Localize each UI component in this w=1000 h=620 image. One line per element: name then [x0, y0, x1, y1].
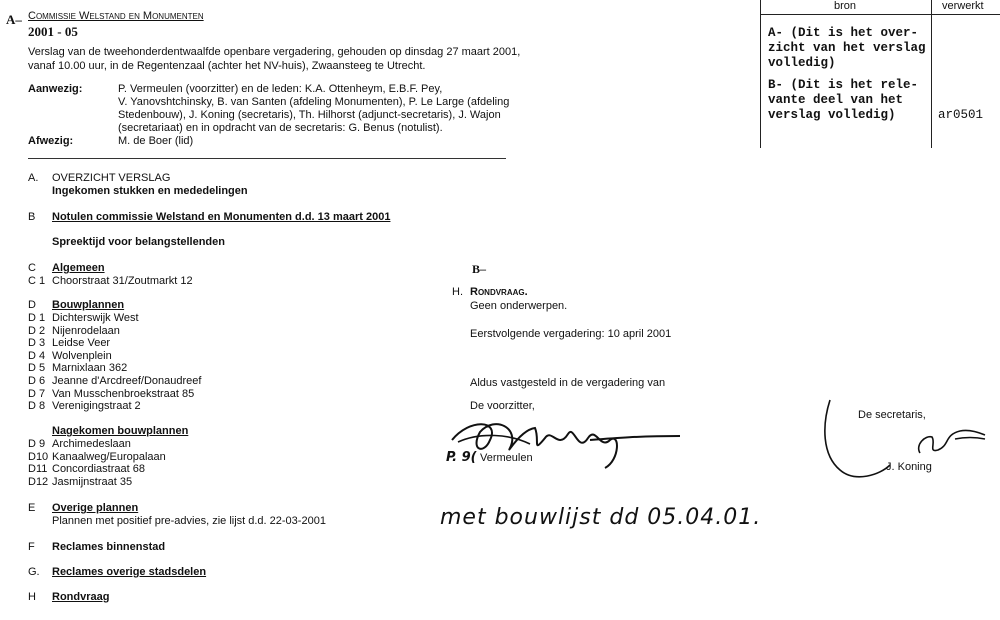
item-title-c: Algemeen [52, 262, 105, 274]
present-line: V. Yanovshtchinsky, B. van Santen (afdeling Monumenten), P. Le Large (afdeling [118, 96, 510, 108]
present-label: Aanwezig: [28, 83, 83, 95]
chair-name: Vermeulen [480, 452, 533, 464]
list-item-code: D 5 [28, 362, 46, 375]
list-item-code: D11 [28, 463, 48, 476]
list-item-code: D12 [28, 475, 49, 488]
list-item-text: Jeanne d'Arcdreef/Donaudreef [52, 375, 202, 387]
list-item-code: D 4 [28, 349, 46, 362]
item-title-h: Rondvraag [52, 591, 110, 603]
source-stamp-table [760, 0, 1000, 148]
late-plans-title: Nagekomen bouwplannen [52, 425, 189, 437]
handwritten-note: met bouwlijst dd 05.04.01. [440, 505, 762, 530]
list-item-text: Kanaalweg/Europalaan [52, 450, 166, 463]
list-item-code: D 6 [28, 375, 46, 387]
present-line: P. Vermeulen (voorzitter) en de leden: K.A. Ottenheym, E.B.F. Pey, [118, 83, 443, 95]
item-title-a: OVERZICHT VERSLAG [52, 172, 171, 184]
report-line-1: Verslag van de tweehonderdentwaalfde openbare vergadering, gehouden op dinsdag 27 maart 2001, [28, 46, 521, 58]
item-code-g: G. [28, 566, 40, 578]
item-code-c: C [28, 262, 36, 274]
chair-initials: P. 9( [446, 450, 477, 465]
list-item-code: D10 [28, 450, 49, 463]
stamp-note-a: A- (Dit is het over- zicht van het verslag volledig) [768, 26, 926, 70]
item-code-h: H [28, 591, 36, 603]
list-item-code: D 3 [28, 337, 46, 350]
present-line: (secretariaat) en in opdracht van de secretaris: G. Benus (notulist). [118, 122, 443, 134]
list-item-text: Concordiastraat 68 [52, 463, 145, 476]
item-code-a: A. [28, 172, 39, 184]
list-item-text: Dichterswijk West [52, 312, 139, 324]
secretary-label: De secretaris, [858, 409, 926, 421]
rondvraag-title: Rondvraag. [470, 286, 528, 298]
item-code-b: B [28, 211, 36, 223]
secretary-signature [820, 395, 990, 490]
item-code-e: E [28, 502, 36, 514]
list-item-text: Leidse Veer [52, 337, 111, 350]
commission-title: Commissie Welstand en Monumenten [28, 10, 204, 22]
item-code-d: D [28, 299, 36, 311]
rondvraag-sub: Geen onderwerpen. [470, 300, 568, 312]
meeting-number: 2001 - 05 [28, 24, 78, 39]
stamp-col-source: bron [834, 0, 857, 12]
list-item-code: D 8 [28, 400, 46, 413]
list-item-text: Nijenrodelaan [52, 324, 120, 337]
item-sub-b: Spreektijd voor belangstellenden [52, 236, 225, 248]
item-title-e: Overige plannen [52, 502, 139, 514]
list-item-code: D 9 [28, 438, 46, 450]
list-item-text: Archimedeslaan [52, 438, 131, 450]
stamp-col-processed: verwerkt [942, 0, 984, 12]
list-item-code: D 2 [28, 324, 46, 337]
item-title-b: Notulen commissie Welstand en Monumenten d.d. 13 maart 2001 [52, 211, 391, 223]
absent-value: M. de Boer (lid) [118, 135, 194, 147]
chair-label: De voorzitter, [470, 400, 535, 412]
adopted-text: Aldus vastgesteld in de vergadering van [470, 377, 666, 389]
absent-label: Afwezig: [28, 135, 74, 147]
item-title-f: Reclames binnenstad [52, 541, 166, 553]
list-item-text: Jasmijnstraat 35 [52, 475, 133, 488]
rondvraag-code: H. [452, 286, 463, 298]
list-item-text: Wolvenplein [52, 349, 112, 362]
report-line-2: vanaf 10.00 uur, in de Regentenzaal (achter het NV-huis), Zwaansteeg te Utrecht. [28, 60, 426, 72]
list-item-text: Verenigingstraat 2 [52, 400, 141, 413]
item-sub-e: Plannen met positief pre-advies, zie lijst d.d. 22-03-2001 [52, 515, 326, 527]
header-divider [28, 158, 506, 159]
next-meeting: Eerstvolgende vergadering: 10 april 2001 [470, 328, 672, 340]
list-item-code: D 1 [28, 312, 46, 324]
stamp-note-b: B- (Dit is het rele- vante deel van het verslag volledig) [768, 78, 919, 122]
section-b-marker: B– [472, 262, 487, 276]
section-a-marker: A– [6, 12, 22, 27]
item-title-g: Reclames overige stadsdelen [52, 566, 207, 578]
item-title-d: Bouwplannen [52, 299, 125, 311]
present-line: Stedenbouw), J. Koning (secretaris), Th. Hilhorst (adjunct-secretaris), J. Wajon [118, 109, 501, 121]
item-code-f: F [28, 541, 35, 553]
item-text-c1: Choorstraat 31/Zoutmarkt 12 [52, 275, 193, 287]
stamp-code: ar0501 [938, 108, 984, 122]
list-item-text: Van Musschenbroekstraat 85 [52, 387, 195, 400]
list-item-code: D 7 [28, 387, 46, 400]
secretary-name: J. Koning [886, 461, 932, 473]
item-sub-a: Ingekomen stukken en mededelingen [52, 185, 248, 197]
item-code-c1: C 1 [28, 275, 46, 287]
chair-signature [440, 410, 690, 475]
list-item-text: Marnixlaan 362 [52, 362, 128, 375]
